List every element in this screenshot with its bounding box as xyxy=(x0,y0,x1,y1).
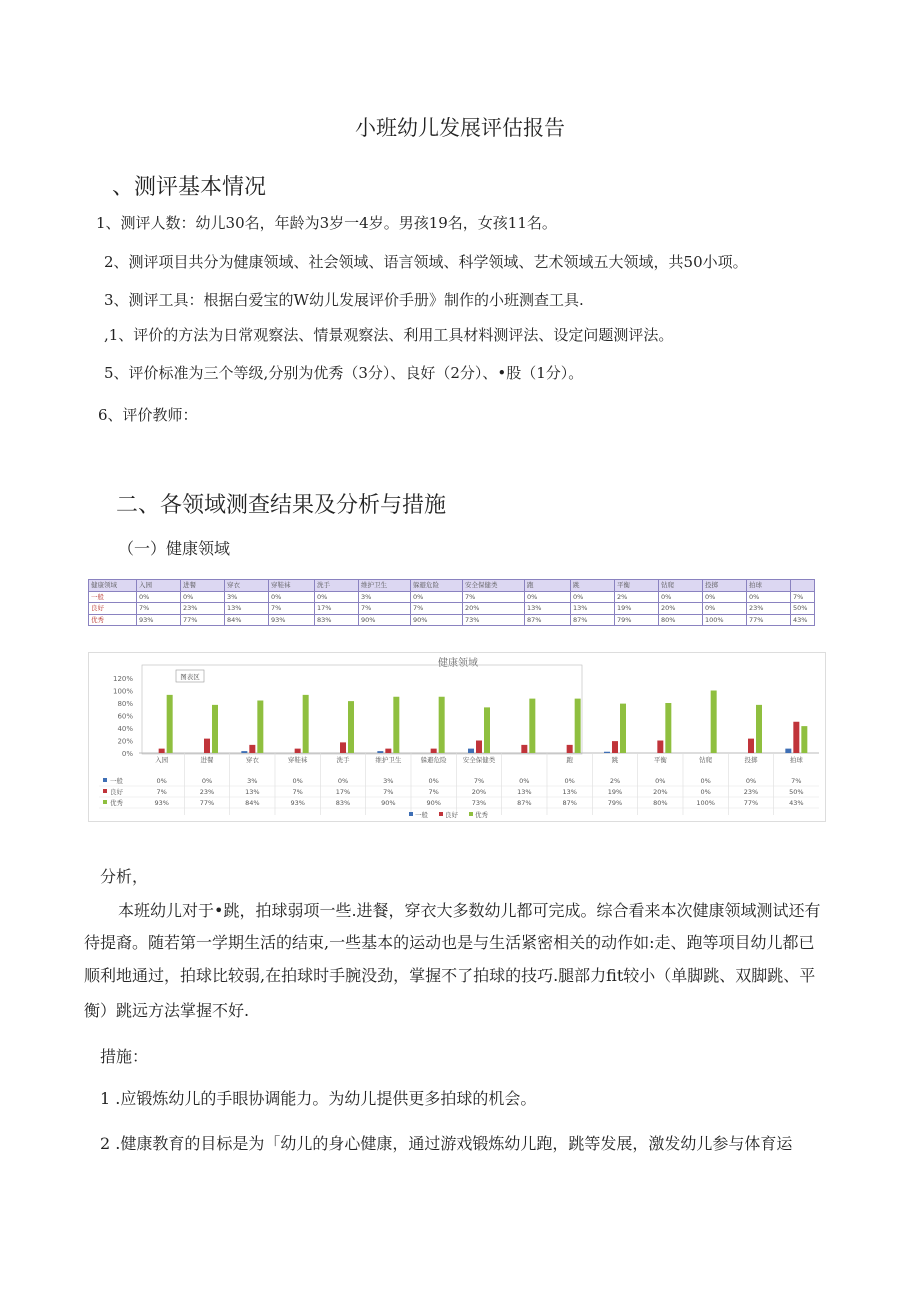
table-row-label: 良好 xyxy=(89,603,137,615)
data-label: 2% xyxy=(609,777,621,785)
data-label: 13% xyxy=(517,788,532,796)
table-header-cell: 入园 xyxy=(137,580,181,592)
data-label: 0% xyxy=(700,788,711,796)
x-tick-label: 洗手 xyxy=(336,756,350,764)
table-cell: 0% xyxy=(137,591,181,603)
bar xyxy=(476,741,482,754)
table-header-cell: 投掷 xyxy=(703,580,747,592)
table-cell: 23% xyxy=(747,603,791,615)
table-cell: 83% xyxy=(315,614,359,626)
data-label: 50% xyxy=(789,788,804,796)
table-cell: 79% xyxy=(615,614,659,626)
bar xyxy=(348,701,354,753)
table-cell: 0% xyxy=(703,603,747,615)
paragraph-item: 1、测评人数：幼儿30名，年龄为3岁一4岁。男孩19名，女孩11名。 xyxy=(96,214,557,232)
table-cell: 90% xyxy=(359,614,411,626)
measure-item: 1 .应锻炼幼儿的手眼协调能力。为幼儿提供更多拍球的机会。 xyxy=(100,1089,537,1108)
table-header-cell: 拍球 xyxy=(747,580,791,592)
data-label: 90% xyxy=(381,799,396,807)
x-tick-label: 穿衣 xyxy=(245,756,259,764)
x-tick-label: 拍球 xyxy=(789,756,803,764)
table-legend-key xyxy=(103,778,107,782)
data-label: 87% xyxy=(517,799,532,807)
table-cell: 7% xyxy=(411,603,463,615)
table-series-name: 良好 xyxy=(110,788,123,796)
data-label: 13% xyxy=(245,788,260,796)
table-header-cell xyxy=(791,580,815,592)
bar xyxy=(785,749,791,753)
analysis-line: 本班幼儿对于•跳，拍球弱项一些.进餐，穿衣大多数幼儿都可完成。综合看来本次健康领域测试还有 xyxy=(118,901,821,920)
data-label: 77% xyxy=(743,799,759,807)
bar xyxy=(241,751,247,753)
y-tick-label: 20% xyxy=(117,737,133,746)
table-series-name: 一般 xyxy=(110,777,123,785)
table-cell: 23% xyxy=(181,603,225,615)
table-cell: 20% xyxy=(463,603,525,615)
y-tick-label: 60% xyxy=(117,712,133,721)
data-label: 0% xyxy=(655,777,666,785)
table-row xyxy=(89,614,815,626)
table-cell: 3% xyxy=(359,591,411,603)
y-tick-label: 0% xyxy=(121,750,133,758)
data-label: 84% xyxy=(245,799,260,807)
bar xyxy=(801,726,807,753)
table-cell: 7% xyxy=(359,603,411,615)
table-cell: 84% xyxy=(225,614,269,626)
data-label: 23% xyxy=(743,788,759,796)
data-label: 0% xyxy=(156,777,167,785)
data-label: 77% xyxy=(199,799,215,807)
section-heading-2: 二、各领域测查结果及分析与措施 xyxy=(116,493,447,518)
table-header-cell: 钻爬 xyxy=(659,580,703,592)
data-label: 0% xyxy=(745,777,757,785)
health-chart xyxy=(88,652,826,822)
bar xyxy=(567,745,573,753)
data-label: 83% xyxy=(335,799,351,807)
bar xyxy=(604,752,610,753)
data-label: 7% xyxy=(156,788,167,796)
table-cell: 3% xyxy=(225,591,269,603)
table-cell: 20% xyxy=(659,603,703,615)
table-row xyxy=(89,591,815,603)
data-label: 20% xyxy=(653,788,668,796)
table-cell: 0% xyxy=(525,591,571,603)
table-cell: 13% xyxy=(525,603,571,615)
legend-label: 优秀 xyxy=(475,811,488,819)
bar xyxy=(612,741,618,753)
data-label: 17% xyxy=(335,788,351,796)
bar xyxy=(295,749,301,753)
bar xyxy=(521,745,527,753)
health-data-table xyxy=(88,579,815,626)
data-label: 0% xyxy=(700,777,711,785)
legend-swatch xyxy=(439,812,443,816)
bar xyxy=(575,699,581,753)
data-label: 3% xyxy=(247,777,258,785)
data-label: 87% xyxy=(562,799,577,807)
bar xyxy=(340,742,346,753)
data-label: 19% xyxy=(607,788,623,796)
table-header-cell: 洗手 xyxy=(315,580,359,592)
data-label: 7% xyxy=(791,777,802,785)
table-cell: 87% xyxy=(525,614,571,626)
paragraph-item: 5、评价标准为三个等级,分别为优秀（3分）、良好（2分）、•股（1分）。 xyxy=(104,364,584,382)
table-cell: 7% xyxy=(791,591,815,603)
analysis-line: 待提裔。随若第一学期生活的结束,一些基本的运动也是与生活紧密相关的动作如:走、跑等项目幼儿都已 xyxy=(84,933,815,952)
table-cell: 73% xyxy=(463,614,525,626)
table-header-cell: 跳 xyxy=(571,580,615,592)
data-label: 79% xyxy=(607,799,623,807)
data-label: 20% xyxy=(471,788,487,796)
table-cell: 2% xyxy=(615,591,659,603)
bar xyxy=(529,699,535,753)
bar xyxy=(167,695,173,753)
x-tick-label: 跳 xyxy=(611,756,619,764)
data-label: 100% xyxy=(696,799,715,807)
plot-area-label: 图表区 xyxy=(180,673,200,681)
data-label: 73% xyxy=(471,799,487,807)
bar xyxy=(756,705,762,753)
table-series-name: 优秀 xyxy=(110,799,123,807)
analysis-line: 衡）跳远方法掌握不好. xyxy=(84,1001,250,1020)
bar xyxy=(212,705,218,753)
table-header-cell: 穿衣 xyxy=(225,580,269,592)
x-tick-label: 投掷 xyxy=(744,756,758,764)
chart-title: 健康领域 xyxy=(438,658,478,669)
y-tick-label: 100% xyxy=(112,687,133,696)
paragraph-item: 6、评价教师： xyxy=(98,406,198,424)
data-label: 43% xyxy=(789,799,804,807)
table-row-label: 优秀 xyxy=(89,614,137,626)
bar xyxy=(303,695,309,753)
table-cell: 7% xyxy=(137,603,181,615)
data-label: 13% xyxy=(562,788,577,796)
bar xyxy=(257,701,263,754)
table-cell: 50% xyxy=(791,603,815,615)
table-cell: 13% xyxy=(225,603,269,615)
table-cell: 90% xyxy=(411,614,463,626)
bar xyxy=(439,697,445,753)
legend-swatch xyxy=(469,812,473,816)
table-header-cell: 躲避危险 xyxy=(411,580,463,592)
table-cell: 87% xyxy=(571,614,615,626)
table-cell: 77% xyxy=(181,614,225,626)
table-cell: 0% xyxy=(315,591,359,603)
x-tick-label: 平衡 xyxy=(653,756,667,764)
data-label: 7% xyxy=(292,788,303,796)
x-tick-label: 安全保健类 xyxy=(462,756,496,764)
table-cell: 0% xyxy=(269,591,315,603)
y-tick-label: 80% xyxy=(117,700,133,708)
bar xyxy=(748,739,754,753)
table-header-cell: 安全保健类 xyxy=(463,580,525,592)
legend-label: 一般 xyxy=(415,811,428,819)
x-tick-label: 入园 xyxy=(155,756,169,764)
bar xyxy=(159,749,165,753)
table-cell: 17% xyxy=(315,603,359,615)
table-header-cell: 维护卫生 xyxy=(359,580,411,592)
table-row-label: 一般 xyxy=(89,591,137,603)
measures-label: 措施： xyxy=(100,1047,149,1066)
bar xyxy=(249,745,255,753)
data-label: 3% xyxy=(383,777,394,785)
x-tick-label: 躲避危险 xyxy=(420,756,447,764)
table-cell: 7% xyxy=(269,603,315,615)
health-chart-svg xyxy=(89,653,827,823)
data-label: 80% xyxy=(653,799,668,807)
section-heading-1: 、测评基本情况 xyxy=(112,175,267,200)
legend-swatch xyxy=(409,812,413,816)
table-cell: 0% xyxy=(181,591,225,603)
y-tick-label: 40% xyxy=(117,725,133,733)
x-tick-label: 跑 xyxy=(566,756,573,764)
subsection-heading: （一）健康领域 xyxy=(118,539,231,558)
y-tick-label: 120% xyxy=(112,675,133,683)
table-cell: 0% xyxy=(703,591,747,603)
data-label: 90% xyxy=(426,799,441,807)
bar xyxy=(468,749,474,753)
bar xyxy=(484,707,490,753)
measure-item: 2 .健康教育的目标是为「幼儿的身心健康，通过游戏锻炼幼儿跑，跳等发展，激发幼儿参与体育运 xyxy=(100,1134,793,1153)
table-cell: 80% xyxy=(659,614,703,626)
table-header-cell: 穿鞋袜 xyxy=(269,580,315,592)
paragraph-item: 2、测评项目共分为健康领域、社会领域、语言领域、科学领域、艺术领域五大领域，共50小项。 xyxy=(104,253,748,271)
data-label: 0% xyxy=(201,777,213,785)
bar xyxy=(620,704,626,753)
table-row xyxy=(89,603,815,615)
x-tick-label: 穿鞋袜 xyxy=(287,756,308,764)
bar xyxy=(657,741,663,754)
table-header-row xyxy=(89,580,815,592)
bar xyxy=(665,703,671,753)
data-label: 0% xyxy=(519,777,530,785)
data-label: 7% xyxy=(383,788,394,796)
bar xyxy=(431,749,437,753)
table-cell: 0% xyxy=(411,591,463,603)
bar xyxy=(377,751,383,753)
analysis-label: 分析， xyxy=(100,867,149,886)
data-label: 0% xyxy=(292,777,303,785)
table-cell: 0% xyxy=(659,591,703,603)
data-label: 7% xyxy=(428,788,439,796)
bar xyxy=(711,691,717,754)
bar xyxy=(385,749,391,753)
legend-label: 良好 xyxy=(445,811,458,819)
x-tick-label: 钻爬 xyxy=(699,756,713,764)
bar xyxy=(793,722,799,753)
table-cell: 0% xyxy=(747,591,791,603)
data-label: 93% xyxy=(154,799,169,807)
table-cell: 19% xyxy=(615,603,659,615)
table-cell: 77% xyxy=(747,614,791,626)
data-label: 23% xyxy=(199,788,215,796)
table-cell: 43% xyxy=(791,614,815,626)
x-tick-label: 维护卫生 xyxy=(375,756,402,764)
table-header-cell: 平衡 xyxy=(615,580,659,592)
data-label: 93% xyxy=(290,799,305,807)
table-cell: 7% xyxy=(463,591,525,603)
analysis-line: 顺利地通过，拍球比较弱,在拍球时手腕没劲，掌握不了拍球的技巧.腿部力fit较小（单脚跳、双脚跳、平 xyxy=(84,966,816,985)
table-cell: 93% xyxy=(137,614,181,626)
table-cell: 13% xyxy=(571,603,615,615)
table-header-cell: 进餐 xyxy=(181,580,225,592)
table-header-cell: 健康领域 xyxy=(89,580,137,592)
table-cell: 0% xyxy=(571,591,615,603)
table-header-cell: 跑 xyxy=(525,580,571,592)
data-label: 7% xyxy=(473,777,485,785)
table-cell: 100% xyxy=(703,614,747,626)
data-label: 0% xyxy=(428,777,439,785)
page-title: 小班幼儿发展评估报告 xyxy=(355,116,565,140)
table-legend-key xyxy=(103,789,107,793)
x-tick-label: 进餐 xyxy=(200,756,214,764)
paragraph-item: ,1、评价的方法为日常观察法、情景观察法、利用工具材料测评法、设定问题测评法。 xyxy=(104,326,674,344)
table-legend-key xyxy=(103,800,107,804)
paragraph-item: 3、测评工具：根据白爱宝的W幼儿发展评价手册》制作的小班测查工具. xyxy=(104,291,584,309)
table-cell: 93% xyxy=(269,614,315,626)
data-label: 0% xyxy=(564,777,575,785)
bar xyxy=(204,739,210,753)
bar xyxy=(393,697,399,753)
data-label: 0% xyxy=(337,777,349,785)
